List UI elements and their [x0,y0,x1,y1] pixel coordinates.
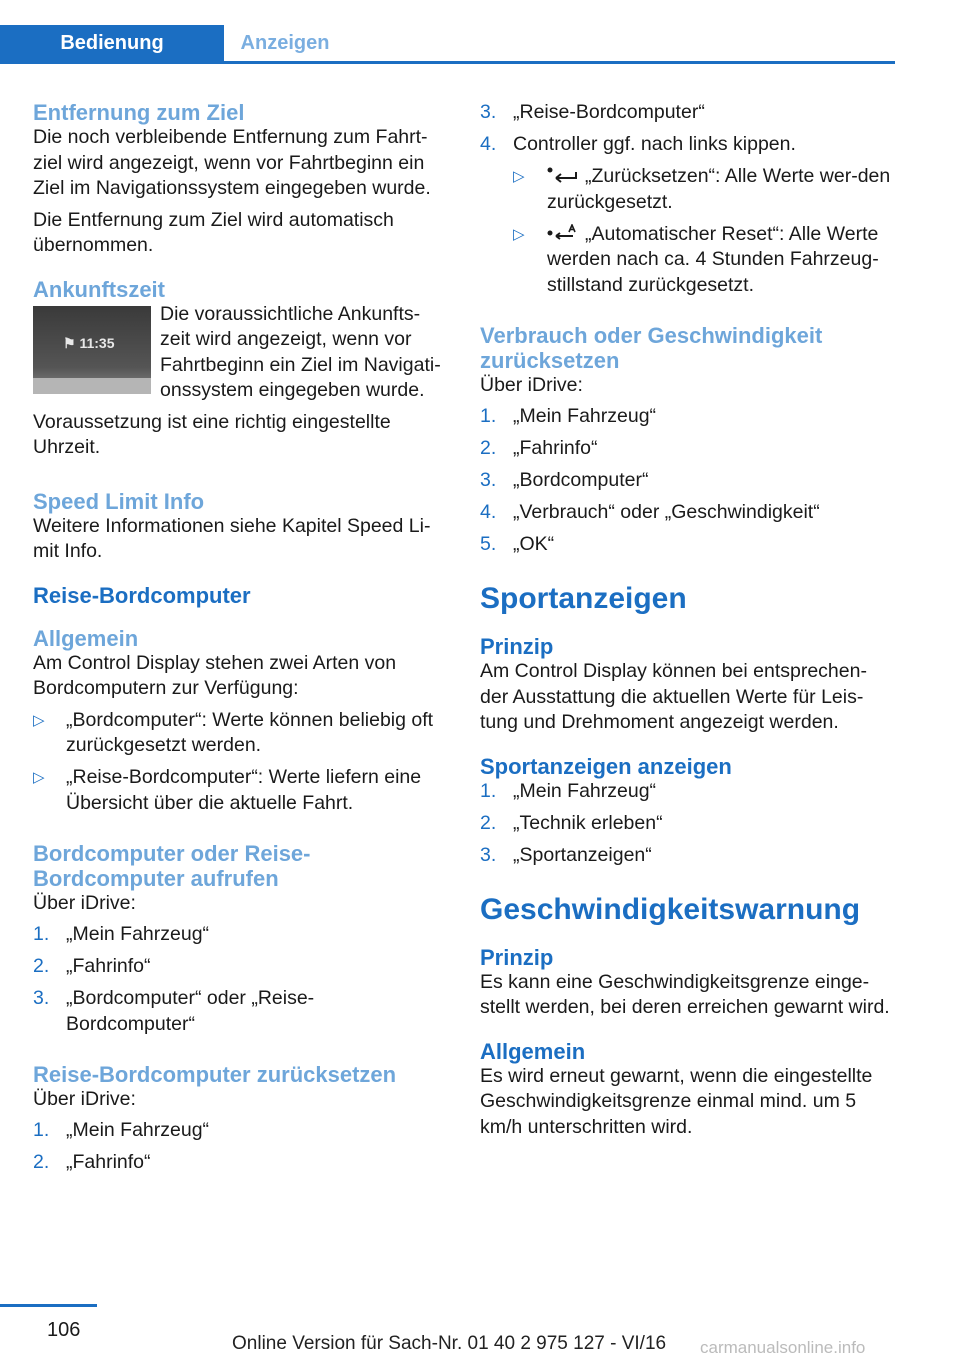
left-column [33,100,443,1182]
list-item: 3. „Bordcomputer“ [480,469,649,491]
section-title-geschwindigkeitswarnung: Geschwindigkeitswarnung [480,892,861,926]
ankunft-text-2: Voraussetzung ist eine richtig eingestellte Uhrzeit. [33,410,391,458]
sub-bullet-list [480,164,895,298]
list-item: 1. „Mein Fahrzeug“ [480,405,657,427]
entfernung-text-1: Die noch verbleibende Entfernung zum Fahrt‐ziel wird angezeigt, wenn vor Fahrtbeginn ein Ziel im Navigationssystem eingegeben wurde. [33,126,431,199]
speed-text: Weitere Informationen siehe Kapitel Speed Li‐mit Info. [33,514,431,562]
display-screenshot [33,306,151,394]
verbrauch-text: Über iDrive: [480,373,583,396]
list-item: 1. „Mein Fahrzeug“ [33,1119,210,1141]
aufrufen-text: Über iDrive: [33,891,136,914]
triangle-bullet-icon: ▷ [513,225,525,243]
triangle-bullet-icon: ▷ [33,711,45,729]
list-item: 2. „Fahrinfo“ [33,955,151,977]
watermark: carmanualsonline.info [700,1338,866,1357]
zuruecksetzen-text: Über iDrive: [33,1087,136,1110]
steps-list [480,779,895,869]
sport-prinzip-text: Am Control Display können bei entsprechen‐der Ausstattung die aktuellen Werte für Leis‐tung und Drehmoment angezeigt werden. [480,660,867,733]
triangle-bullet-icon: ▷ [33,769,45,786]
flag-icon: ⚑ [63,334,80,351]
automatic-reset-icon [547,224,579,242]
allgemein-text: Am Control Display stehen zwei Arten von Bordcomputern zur Verfügung: [33,651,397,699]
list-item: ▷ „Automatischer Reset“: Alle Werte werden nach ca. 4 Stunden Fahrzeug‐stillstand zurückgesetzt. [513,222,879,296]
list-item: 1. „Mein Fahrzeug“ [480,779,657,802]
ankunft-text-1: Die voraussichtliche Ankunfts‐zeit wird angezeigt, wenn vor Fahrtbeginn ein Ziel im Navigati‐onssystem eingegeben wurde. [160,302,441,401]
heading-allgemein: Allgemein [480,1038,586,1064]
list-item: ▷ „Reise-Bordcomputer“: Werte liefern eine Übersicht über die aktuelle Fahrt. [33,766,422,814]
heading-verbrauch: Verbrauch oder Geschwindigkeit zurücksetzen [480,322,823,373]
list-item: ▷ „Zurücksetzen“: Alle Werte wer‐den zurückgesetzt. [513,165,891,213]
arrival-time-readout: ⚑ 11:35 [63,334,115,351]
list-item: 1. „Mein Fahrzeug“ [33,923,210,945]
page-number: 106 [47,1319,81,1341]
list-item: 3. „Reise-Bordcomputer“ [480,101,705,123]
heading-reise-bordcomputer: Reise-Bordcomputer [33,582,251,608]
ankunft-block [33,302,443,461]
list-item: 2. „Fahrinfo“ [33,1151,151,1173]
heading-sportanzeigen-anzeigen: Sportanzeigen anzeigen [480,753,732,779]
steps-list [33,922,443,1037]
tab-bedienung[interactable]: Bedienung [0,25,224,61]
tab-anzeigen[interactable]: Anzeigen [240,32,330,54]
list-item: 3. „Sportanzeigen“ [480,843,652,866]
heading-entfernung: Entfernung zum Ziel [33,100,245,125]
heading-ankunftszeit: Ankunftszeit [33,276,165,302]
heading-prinzip: Prinzip [480,634,554,659]
reset-icon [547,166,579,184]
warnung-allgemein-text: Es wird erneut gewarnt, wenn die eingestellte Geschwindigkeitsgrenze einmal mind. um 5 km/h unterschritten wird. [480,1064,873,1138]
section-title-sportanzeigen: Sportanzeigen [480,582,687,615]
list-item: 3. „Bordcomputer“ oder „Reise-Bordcomputer“ [33,987,315,1035]
triangle-bullet-icon: ▷ [513,168,525,185]
footer-version-text: Online Version für Sach-Nr. 01 40 2 975 127 - VI/16 [232,1333,667,1354]
list-item: ▷ „Bordcomputer“: Werte können beliebig oft zurückgesetzt werden. [33,708,434,756]
heading-prinzip: Prinzip [480,944,554,970]
heading-allgemein: Allgemein [33,625,139,651]
list-item: 5. „OK“ [480,533,555,555]
bullet-list [33,708,443,817]
chapter-tabs [0,25,895,64]
footer-rule [0,1304,97,1307]
heading-zuruecksetzen: Reise-Bordcomputer zurücksetzen [33,1061,397,1087]
entfernung-text-2: Die Entfernung zum Ziel wird automatisch übernommen. [33,208,394,256]
steps-list [33,1118,443,1176]
warnung-prinzip-text: Es kann eine Geschwindigkeitsgrenze einge‐stellt werden, bei deren erreichen gewarnt wird. [480,970,890,1018]
steps-list-continued [480,100,895,158]
list-item: 2. „Fahrinfo“ [480,437,598,459]
list-item: 2. „Technik erleben“ [480,811,663,834]
heading-aufrufen: Bordcomputer oder Reise-Bordcomputer aufrufen [33,840,311,891]
heading-speed-limit-info: Speed Limit Info [33,488,205,514]
steps-list [480,404,895,558]
list-item: 4. Controller ggf. nach links kippen. [480,133,796,155]
screen-bottom-bar [33,378,151,394]
right-column [480,100,895,1140]
list-item: 4. „Verbrauch“ oder „Geschwindigkeit“ [480,501,820,523]
